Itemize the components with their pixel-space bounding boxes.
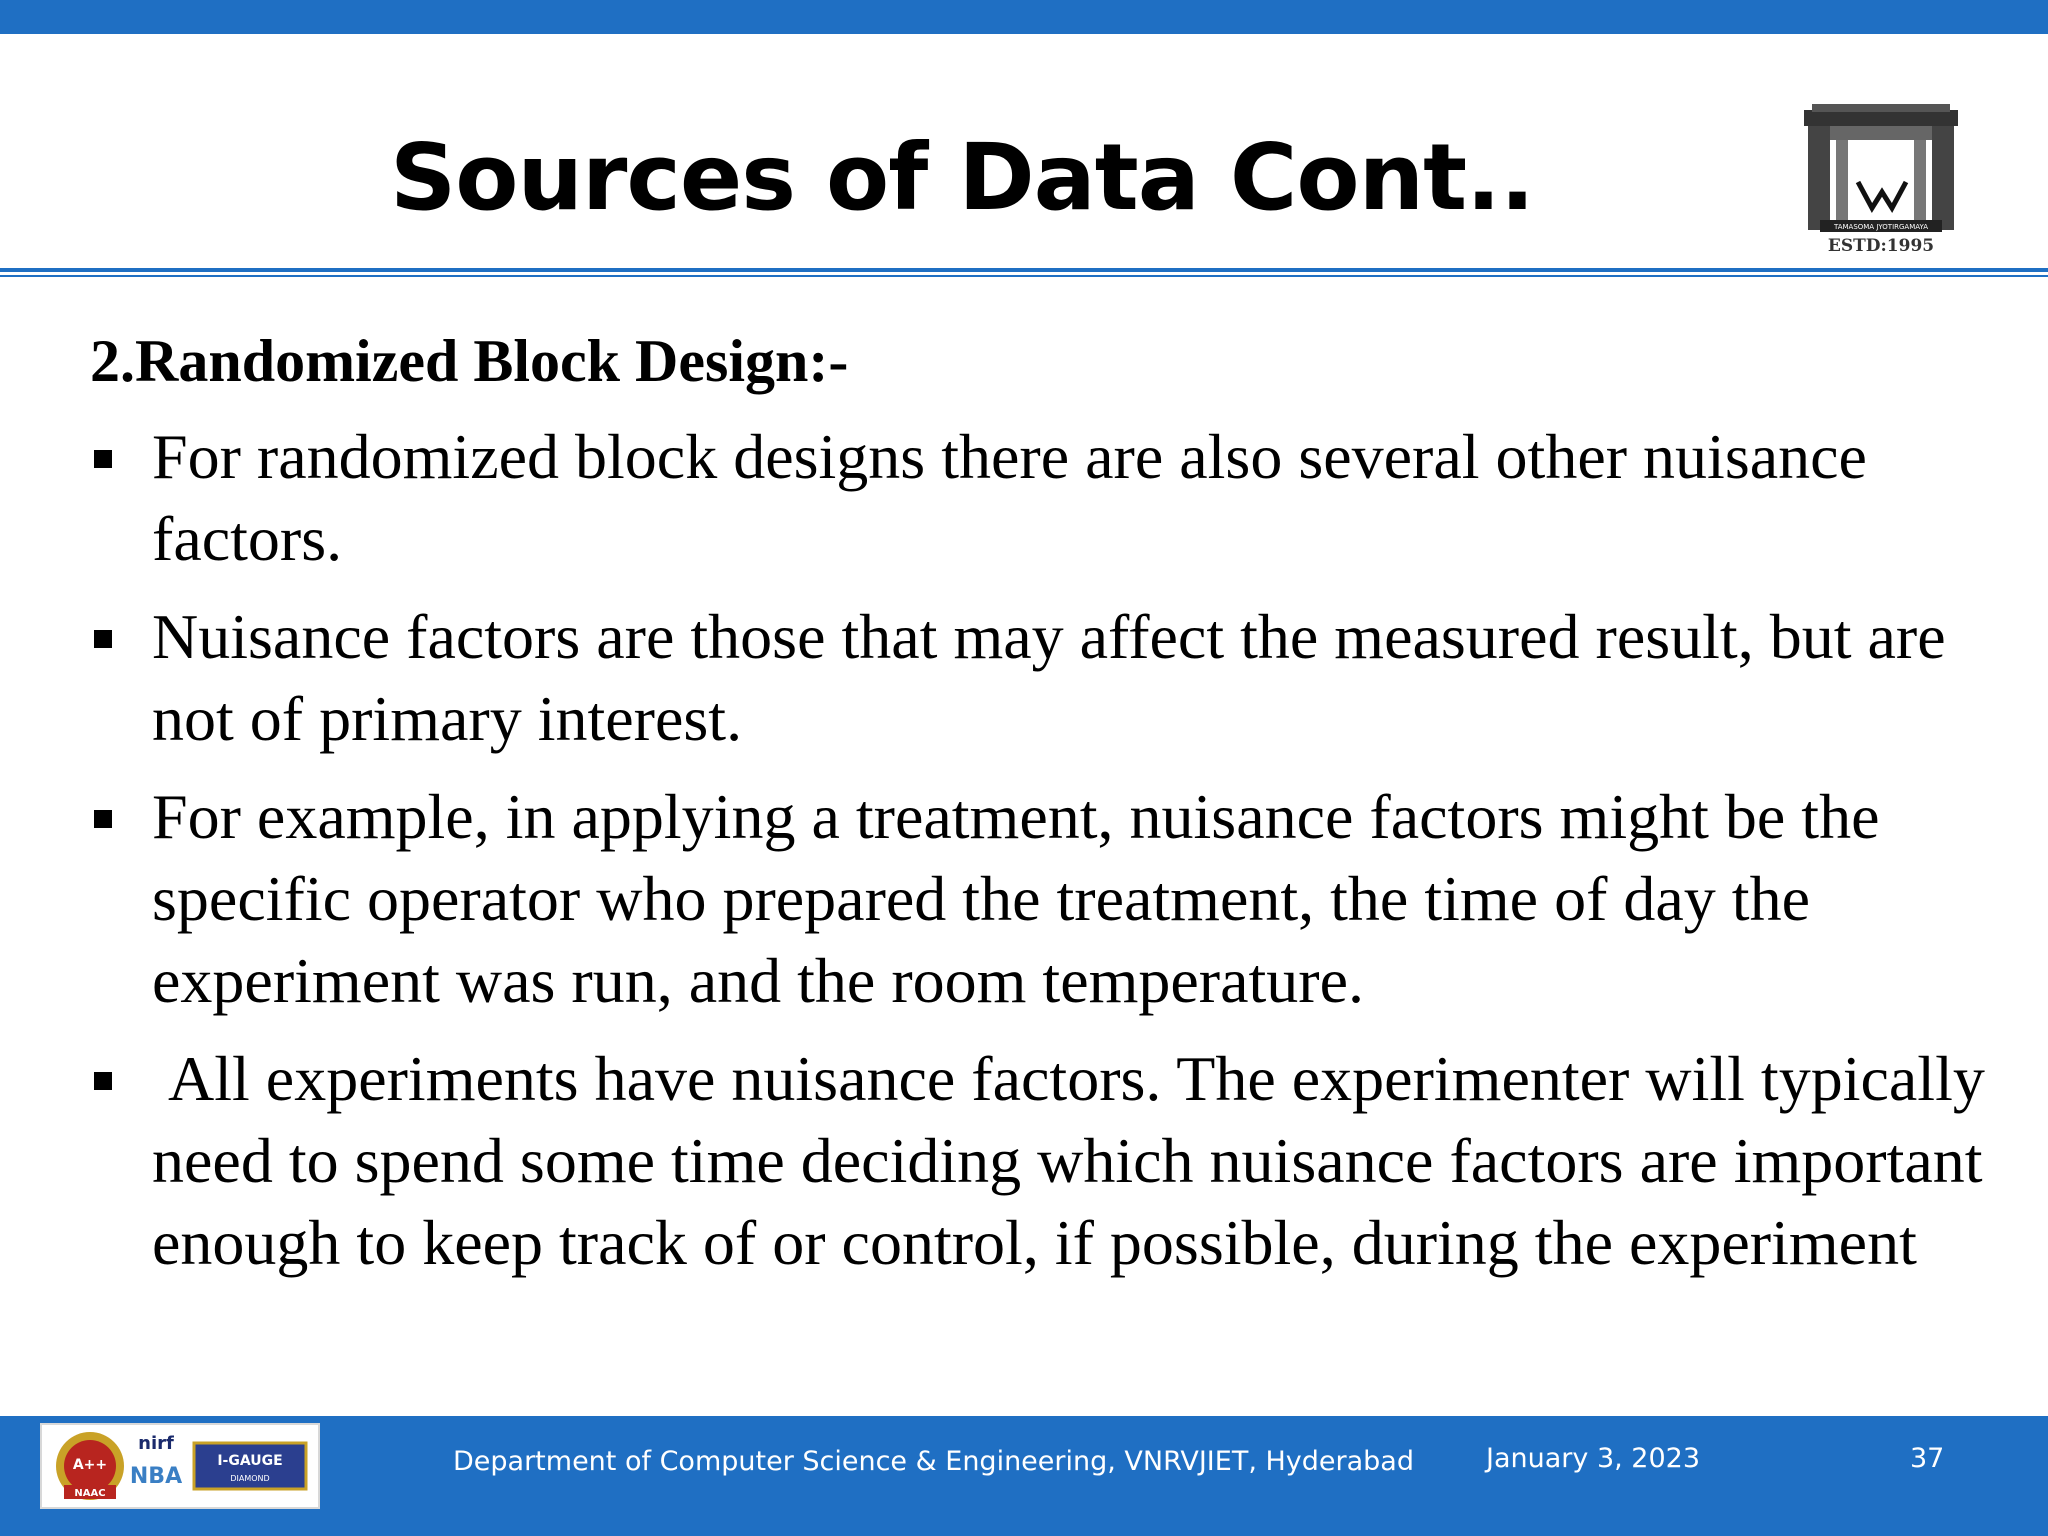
list-item: [90, 1038, 2022, 1284]
naac-grade: A++: [72, 1457, 108, 1473]
top-accent-bar: [0, 0, 2048, 34]
list-item: [90, 776, 2022, 1022]
naac-badge-icon: [56, 1432, 124, 1500]
college-gateway-emblem-icon: [1800, 104, 1962, 258]
slide-title: Sources of Data Cont..: [390, 124, 1534, 231]
logo-motto: TAMASOMA JYOTIRGAMAYA: [1833, 223, 1929, 231]
slide-body: [90, 318, 2001, 1300]
nirf-label: nirf: [138, 1433, 174, 1454]
square-bullet-icon: [94, 630, 112, 648]
list-item: [90, 416, 2022, 580]
bullet-text: All experiments have nuisance factors. The experimenter will typically need to spend some time deciding which nuisance factors are important enough to keep track of or control, if possible, during the experiment: [152, 1043, 2001, 1278]
bullet-text: For example, in applying a treatment, nuisance factors might be the specific operator who prepared the treatment, the time of day the experiment was run, and the room temperature.: [152, 781, 1880, 1016]
square-bullet-icon: [94, 810, 112, 828]
nba-badge-icon: [130, 1464, 182, 1489]
nirf-badge-icon: [138, 1433, 174, 1454]
slide-number: 37: [1910, 1443, 1945, 1474]
bullet-text: Nuisance factors are those that may affect the measured result, but are not of primary interest.: [152, 601, 1946, 754]
list-item: [90, 596, 2022, 760]
igauge-label: I-GAUGE: [217, 1453, 283, 1469]
nba-label: NBA: [129, 1464, 183, 1489]
bullet-list: [90, 416, 2001, 1284]
square-bullet-icon: [94, 1072, 112, 1090]
igauge-sub: DIAMOND: [230, 1474, 270, 1483]
footer-department: Department of Computer Science & Engineering, VNRVJIET, Hyderabad: [453, 1446, 1414, 1477]
logo-caption: ESTD:1995: [1827, 236, 1935, 256]
accreditation-badges: [40, 1423, 320, 1509]
header-divider: [0, 268, 2048, 272]
section-heading: 2.Randomized Block Design:-: [90, 328, 849, 394]
header-divider-thin: [0, 275, 2048, 277]
igauge-badge-icon: [194, 1443, 306, 1489]
bullet-text: For randomized block designs there are also several other nuisance factors.: [152, 421, 1867, 574]
square-bullet-icon: [94, 450, 112, 468]
naac-label: NAAC: [74, 1488, 106, 1499]
footer-date: January 3, 2023: [1486, 1443, 1700, 1474]
